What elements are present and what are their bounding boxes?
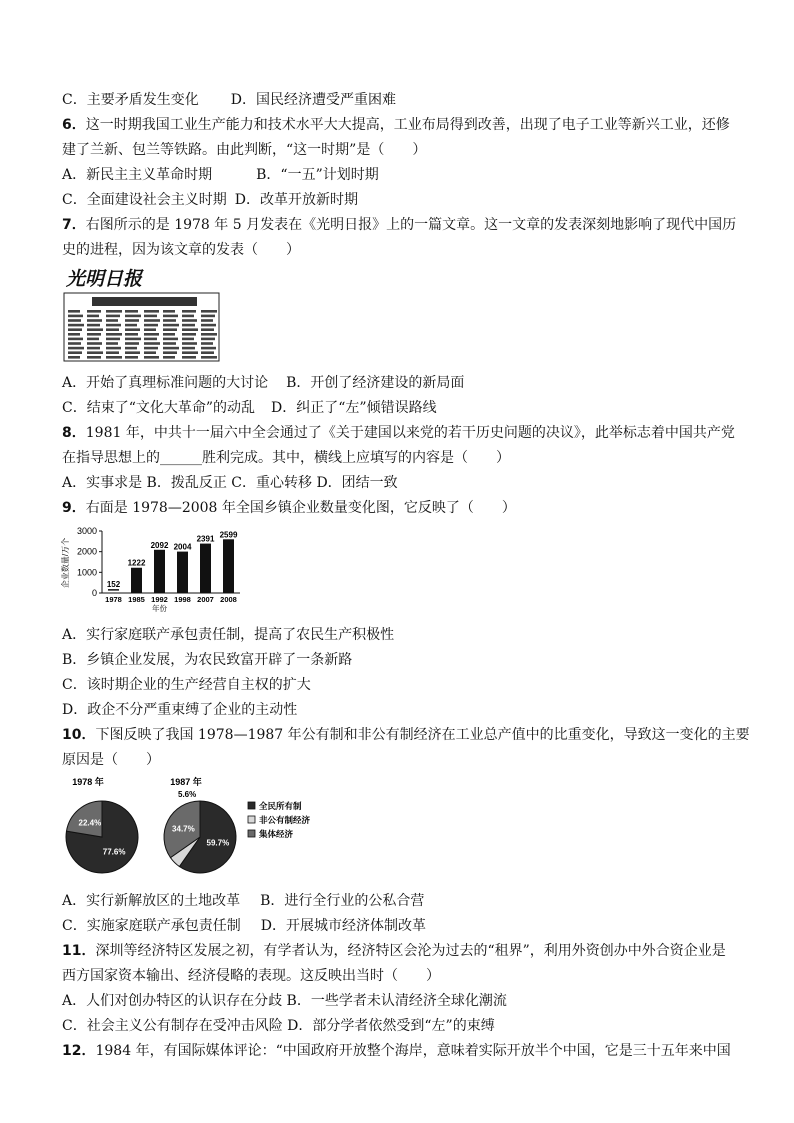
q8-blank: ______	[160, 450, 202, 466]
q6-stem-line1: 这一时期我国工业生产能力和技术水平大大提高，工业布局得到改善，出现了电子工业等新兴工业，还修	[85, 117, 730, 133]
q8-number: 8．	[62, 425, 86, 441]
bar-chart-bar	[154, 550, 165, 593]
bar-chart-bar	[177, 552, 188, 593]
pie-legend-swatch	[248, 816, 255, 823]
q9-number: 9．	[62, 500, 86, 516]
q9-option-d: D．政企不分严重束缚了企业的主动性	[62, 702, 298, 718]
q7-stem-line2: 史的进程，因为该文章的发表（ ）	[62, 242, 300, 258]
bar-chart-xlabel: 年份	[152, 604, 167, 613]
q10-number: 10．	[62, 727, 96, 743]
question-12	[62, 1039, 742, 1064]
bar-chart-svg	[62, 523, 252, 615]
q9-option-b: B．乡镇企业发展，为农民致富开辟了一条新路	[62, 652, 353, 668]
pie-slice-label: 77.6%	[102, 847, 126, 857]
pie-legend-swatch	[248, 802, 255, 809]
exam-page	[61, 88, 750, 1064]
bar-chart-ytick-label: 2000	[76, 546, 97, 557]
q8-stem-line2a: 在指导思想上的	[62, 450, 160, 466]
bar-chart-category-label: 1998	[174, 595, 191, 604]
pie-slice-label: 59.7%	[206, 838, 230, 848]
newspaper-image	[62, 265, 222, 363]
q11-options-ab: A．人们对创办特区的认识存在分歧 B．一些学者未认清经济全球化潮流	[62, 993, 507, 1009]
q9-option-a: A．实行家庭联产承包责任制，提高了农民生产积极性	[62, 627, 395, 643]
township-enterprise-bar-chart	[62, 523, 742, 619]
q11-stem-line2: 西方国家资本输出、经济侵略的表现。这反映出当时（ ）	[62, 968, 440, 984]
pie-legend-label: 非公有制经济	[259, 815, 311, 825]
bar-chart-bar	[131, 568, 142, 593]
q12-number: 12．	[62, 1043, 96, 1059]
bar-chart-ytick-label: 3000	[76, 526, 97, 536]
q10-option-c: C．实施家庭联产承包责任制	[62, 918, 241, 934]
bar-chart-category-label: 2008	[220, 595, 237, 604]
q7-option-b: B．开创了经济建设的新局面	[286, 375, 465, 391]
q10-stem-line2: 原因是（ ）	[62, 752, 160, 768]
q8-stem-line1: 1981 年，中共十一届六中全会通过了《关于建国以来党的若干历史问题的决议》，此举标志着中国共产党	[85, 425, 735, 441]
q5-option-d: D．国民经济遭受严重困难	[230, 92, 396, 108]
question-9	[62, 496, 742, 723]
q6-option-c: C．全面建设社会主义时期	[62, 192, 227, 208]
q11-options-cd: C．社会主义公有制存在受冲击风险 D．部分学者依然受到“左”的束缚	[62, 1018, 495, 1034]
pie-chart-svg	[62, 775, 352, 881]
pie-legend-label: 集体经济	[259, 829, 294, 839]
newspaper-masthead: 光明日报	[66, 268, 143, 290]
bar-chart-data-label: 2004	[173, 542, 192, 552]
bar-chart-ytick-label: 0	[91, 588, 97, 598]
q5-options	[62, 88, 742, 113]
q10-option-a: A．实行新解放区的土地改革	[62, 893, 241, 909]
q5-option-c: C．主要矛盾发生变化	[62, 92, 199, 108]
q7-stem-line1: 右图所示的是 1978 年 5 月发表在《光明日报》上的一篇文章。这一文章的发表深刻地影响了现代中国历	[85, 217, 737, 233]
newspaper-figure	[62, 265, 742, 367]
question-8	[62, 421, 742, 496]
q11-number: 11．	[62, 943, 96, 959]
q6-option-a: A．新民主主义革命时期	[62, 167, 213, 183]
pie-slice-label: 22.4%	[78, 818, 102, 828]
bar-chart-bar	[200, 544, 211, 593]
pie-legend-label: 全民所有制	[259, 801, 302, 811]
q6-option-d: D．改革开放新时期	[234, 192, 358, 208]
q8-stem-line2b: 胜利完成。其中，横线上应填写的内容是（ ）	[202, 450, 510, 466]
q10-option-b: B．进行全行业的公私合营	[260, 893, 425, 909]
bar-chart-category-label: 1992	[151, 595, 168, 604]
question-11	[62, 939, 742, 1039]
pie-slice-label: 5.6%	[178, 790, 197, 799]
q8-options: A．实事求是 B．拨乱反正 C．重心转移 D．团结一致	[62, 475, 398, 491]
bar-chart-category-label: 2007	[197, 595, 214, 604]
q12-stem-line1: 1984 年，有国际媒体评论：“中国政府开放整个海岸，意味着实际开放半个中国，它是三十五年来中国	[95, 1043, 731, 1059]
pie-slice-label: 34.7%	[172, 824, 195, 834]
bar-chart-bar	[223, 539, 234, 593]
q7-number: 7．	[62, 217, 86, 233]
q7-option-c: C．结束了“文化大革命”的动乱	[62, 400, 256, 416]
ownership-pie-charts	[62, 775, 742, 885]
q7-option-d: D．纠正了“左”倾错误路线	[271, 400, 437, 416]
bar-chart-data-label: 1222	[127, 558, 146, 568]
q10-stem-line1: 下图反映了我国 1978—1987 年公有制和非公有制经济在工业总产值中的比重变化，导致这一变化的主要	[95, 727, 750, 743]
pie-chart-title: 1978 年	[72, 777, 104, 787]
question-10	[62, 723, 750, 939]
question-6	[62, 113, 742, 213]
bar-chart-data-label: 152	[106, 579, 121, 589]
bar-chart-category-label: 1985	[128, 595, 145, 604]
bar-chart-data-label: 2092	[150, 540, 169, 550]
bar-chart-ylabel: 企业数量/万个	[61, 537, 70, 589]
pie-chart-title: 1987 年	[170, 777, 202, 787]
q7-option-a: A．开始了真理标准问题的大讨论	[62, 375, 269, 391]
q11-stem-line1: 深圳等经济特区发展之初，有学者认为，经济特区会沦为过去的“租界”，利用外资创办中外合资企业是	[95, 943, 726, 959]
q9-stem: 右面是 1978—2008 年全国乡镇企业数量变化图，它反映了（ ）	[85, 500, 516, 516]
bar-chart-category-label: 1978	[105, 595, 122, 604]
q9-option-c: C．该时期企业的生产经营自主权的扩大	[62, 677, 311, 693]
q10-option-d: D．开展城市经济体制改革	[260, 918, 426, 934]
bar-chart-data-label: 2599	[219, 530, 238, 540]
pie-legend-swatch	[248, 830, 255, 837]
q6-option-b: B．“一五”计划时期	[256, 167, 379, 183]
question-7	[62, 213, 742, 421]
q6-stem-line2: 建了兰新、包兰等铁路。由此判断，“这一时期”是（ ）	[62, 142, 427, 158]
bar-chart-data-label: 2391	[196, 534, 215, 544]
bar-chart-ytick-label: 1000	[76, 567, 97, 578]
q6-number: 6．	[62, 117, 86, 133]
